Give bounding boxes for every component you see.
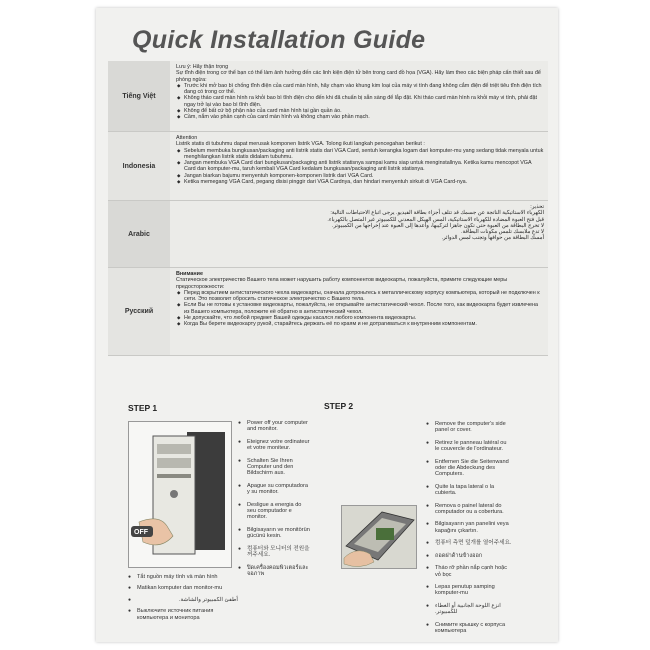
- lang-name: Indonesia: [108, 132, 170, 200]
- instruction-item: ● Выключите источник питания компьютера и монитора: [128, 608, 238, 621]
- pc-tower-illustration: [129, 422, 231, 567]
- precaution-item: ◆ Sebelum membuka bungkusan/packaging anti listrik statis dari VGA Card, sentuh kerangka logam dari komputer-mu yang sedang tidak menyala untuk menghilangkan listrik statis didalam tubuhmu.: [184, 148, 544, 161]
- lang-text: [170, 61, 548, 131]
- precaution-item: ◆ Когда Вы берете видеокарту рукой, старайтесь держать её по краям и не дотрагиваться к внутренним компонентам.: [184, 321, 544, 327]
- step2-illustration: [341, 505, 417, 569]
- precaution-item: ◆ Ketika memegang VGA Card, pegang disisi pinggir dari VGA Cardnya, dan hindari menyentuh sirkuit di VGA Card-nya.: [184, 179, 544, 185]
- lang-row-arabic: [108, 201, 548, 268]
- lang-text: [170, 201, 548, 267]
- instruction-item: ● 컴퓨터 측면 덮개를 열어주세요.: [426, 540, 512, 546]
- instruction-item: ● ปิดเครื่องคอมพิวเตอร์และ จอภาพ: [238, 565, 310, 578]
- precaution-item: ◆ Không tháo card màn hình ra khỏi bao bì tĩnh điện cho đến khi đã chuẩn bị sẵn sàng để lắp đặt. Khi tháo card màn hình ra khỏi máy vi tính, phải đặt ngay trở lại vào bao bì tĩnh điện.: [184, 95, 544, 108]
- instruction-item: ● ถอดฝาด้านข้างออก: [426, 553, 512, 559]
- precaution-list: [176, 83, 544, 121]
- instruction-item: ● Desligue a energia do seu computador e monitor.: [238, 502, 310, 521]
- precaution-item: لا تدع ملابسك تلمس مكونات البطاقة.: [460, 229, 544, 236]
- step1-instructions: [238, 420, 310, 583]
- lang-row-indonesian: [108, 132, 548, 201]
- lang-body-text: Listrik statis di tubuhmu dapat merusak komponen listrik VGA. Tolong ikuti langkah pencegahan berikut :: [176, 141, 425, 148]
- precaution-item: ◆ Если Вы не готовы к установке видеокарты, пожалуйста, не открывайте антистатический чехол. После того, как видеокарта будет извлечена из Вашего компьютера, положите её обратно в антистатический чехол.: [184, 302, 544, 315]
- lang-row-vietnamese: [108, 61, 548, 132]
- lang-text: [170, 132, 548, 200]
- precaution-item: ◆ Не допускайте, что любой предмет Вашей одежды касался любого компонента видеокарты.: [184, 315, 544, 321]
- instruction-item: ● Quite la tapa lateral o la cubierta.: [426, 484, 512, 497]
- lang-intro: تحذير:: [530, 204, 544, 210]
- instruction-item: ● 컴퓨터와 모니터의 전원을 꺼주세요.: [238, 546, 310, 559]
- instruction-item: ● Power off your computer and monitor.: [238, 420, 310, 433]
- instruction-item: ● Matikan komputer dan monitor-mu: [128, 585, 238, 591]
- precaution-item: ◆ Không để bất cứ bộ phận nào của card màn hình tại gần quần áo.: [184, 108, 544, 114]
- page-title: Quick Installation Guide: [132, 26, 426, 54]
- instruction-item: ● أطفئ الكمبيوتر والشاشة.: [128, 597, 238, 603]
- instruction-item: ● Bilgisayarın ve monitörün gücünü kesin.: [238, 527, 310, 540]
- instruction-item: ● Apague su computadora y su monitor.: [238, 483, 310, 496]
- lang-name: Русский: [108, 268, 170, 355]
- lang-row-russian: [108, 268, 548, 356]
- instruction-item: ● Remove the computer's side panel or cover.: [426, 421, 512, 434]
- lang-intro: Lưu ý: Hãy thận trọng: [176, 64, 229, 70]
- lang-body-text: Статическое электричество Вашего тела может нарушить работу компонентов видеокарты, пожалуйста, примите следующие меры предосторожности:: [176, 277, 508, 290]
- instruction-item: ● Tắt nguồn máy tính và màn hình: [128, 574, 238, 580]
- step2-instructions: [426, 421, 512, 640]
- instruction-item: ● انزع اللوحة الجانبية أو الغطاء للكمبيوتر.: [426, 603, 512, 616]
- precaution-item: ◆ Trước khi mở bao bì chống tĩnh điện của card màn hình, hãy chạm vào khung kim loại của máy vi tính đang không cắm điện để triệt tiêu tĩnh điện tích đang có trong cơ thể.: [184, 83, 544, 96]
- precaution-list: [176, 148, 544, 186]
- step1-bottom-instructions: [128, 574, 238, 626]
- instruction-item: ● Entfernen Sie die Seitenwand oder die Abdeckung des Computers.: [426, 459, 512, 478]
- lang-name: Arabic: [108, 201, 170, 267]
- instruction-item: ● Eteignez votre ordinateur et votre moniteur.: [238, 439, 310, 452]
- precaution-item: لا تخرج البطاقة من العبوة حتى تكون جاهزا لتركيبها، وأعدها إلى العبوة عند إخراجها من الكمبيوتر.: [331, 222, 544, 229]
- off-label: OFF: [134, 529, 148, 536]
- instruction-item: ● Retirez le panneau latéral ou le couvercle de l'ordinateur.: [426, 440, 512, 453]
- precaution-item: قبل فتح العبوة المضادة للكهرباء الاستاتيكية، المس الهيكل المعدني للكمبيوتر غير المتصل بالكهرباء.: [327, 216, 544, 223]
- precaution-item: ◆ Cầm, nắm vào phần cạnh của card màn hình và không chạm vào phần mạch.: [184, 114, 544, 120]
- lang-name: Tiếng Việt: [108, 61, 170, 131]
- step1-title: STEP 1: [128, 403, 158, 413]
- instruction-item: ● Lepas penutup samping komputer-mu: [426, 584, 512, 597]
- instruction-item: ● Schalten Sie Ihren Computer und den Bildschirm aus.: [238, 458, 310, 477]
- precaution-item: أمسك البطاقة من حوافها وتجنب لمس الدوائر.: [441, 235, 544, 242]
- instruction-item: ● Remova o painel lateral do computador ou a cobertura.: [426, 503, 512, 516]
- instruction-item: ● Bilgisayarın yan panelini veya kapağını çıkartın.: [426, 521, 512, 534]
- precaution-item: ◆ Jangan biarkan bajumu menyentuh komponen-komponen listrik dari VGA Card.: [184, 173, 544, 179]
- precaution-item: ◆ Перед вскрытием антистатического чехла видеокарты, сначала дотроньтесь к металлическому корпусу компьютера, который не подключен к сети. Это позволит обросить статическое электричество с Вашего тела.: [184, 290, 544, 303]
- lang-body-text: Sự tĩnh điện trong cơ thể bạn có thể làm ảnh hưởng đến các linh kiện điện tử bên trong card đồ họa (VGA). Hãy làm theo các biện pháp cẩn thiết sau để phòng ngừa:: [176, 70, 541, 83]
- precaution-item: ◆ Jangan membuka VGA Card dari bungkusan/packaging anti listrik statisnya sampai kamu siap untuk menginstallnya. Ketika kamu mencopot VGA Card dan komputer-mu, taruh kembali VGA Card kedalam bungkusan/packaging anti listrik statisnya.: [184, 160, 544, 173]
- lang-text: [170, 268, 548, 355]
- open-case-illustration: [342, 506, 416, 568]
- precaution-list: [176, 290, 544, 328]
- instruction-item: ● Снимите крышку с корпуса компьютера: [426, 622, 512, 635]
- language-table: [108, 61, 548, 356]
- lang-intro: Внимание: [176, 271, 203, 277]
- step2-title: STEP 2: [324, 401, 354, 411]
- instruction-item: ● Tháo rỡ phần nắp cạnh hoặc vỏ bọc: [426, 565, 512, 578]
- guide-sheet: [96, 8, 558, 642]
- lang-body-text: الكهرباء الاستاتيكية الناتجة عن جسمك قد تتلف أجزاء بطاقة الفيديو. يرجى اتباع الاحتياطات التالية:: [330, 210, 544, 217]
- lang-intro: Attention: [176, 135, 198, 141]
- step1-illustration: [128, 421, 232, 568]
